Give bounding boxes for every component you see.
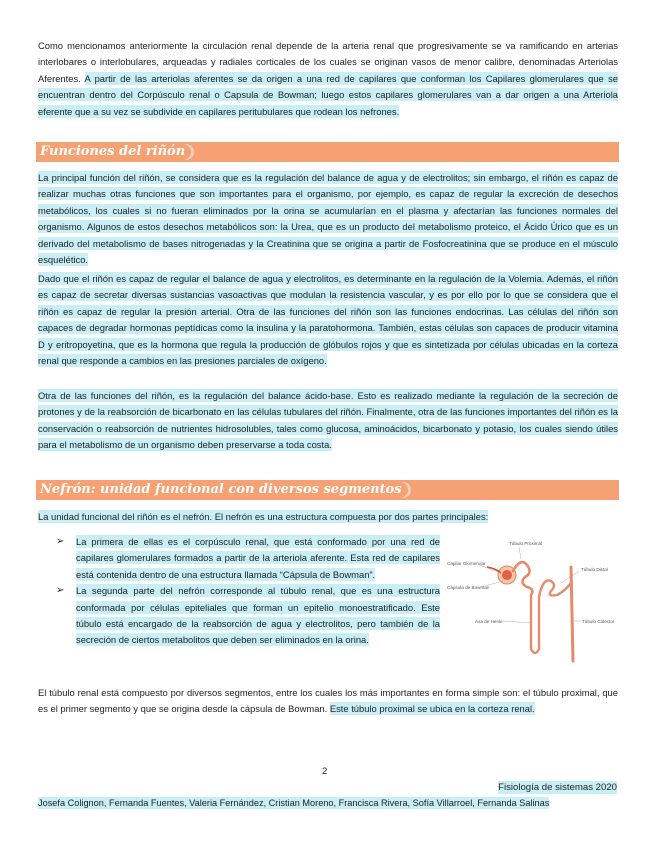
nephron-closing-text: El túbulo renal está compuesto por diversos segmentos, entre los cuales los más importantes en forma simple son: el túbulo proximal, que es el primer segmento y que se origina desde la cápsula de Bowman. [38,687,618,715]
functions-paragraph-3-text: Otra de las funciones del riñón, es la regulación del balance ácido-base. Esto es realizado mediante la regulación de la secreción de protones y de la reabsorción de bicarbonato en las células tubulares del riñón. Finalmente, otra de las funciones importantes del riñón es la conservación o reabsorción de nutrientes hidrosolubles, tales como glucosa, aminoácidos, bicarbonato y potasio, los cuales siendo útiles para el metabolismo de un organismo deben preservarse a toda costa. [38,390,618,451]
label-henle: Asa de Henle [475,619,503,624]
intro-highlight: A partir de las arteriolas aferentes se da origen a una red de capilares que conforman los Capilares glomerulares que se encuentran dentro del Corpúsculo renal o Capsula de Bowman; luego estos capilares glomerulares van a dar origen a una Arteriola eferente que a su vez se subdivide en capilares peritubulares que rodean los nefrones. [38,72,618,117]
functions-paragraph-1-text: La principal función del riñón, se considera que es la regulación del balance de agua y de electrolitos; sin embargo, el riñón es capaz de realizar muchas otras funciones que son importantes para el organismo, por ejemplo, es capaz de regular la excreción de desechos metabólicos, los cuales si no fueran eliminados por la orina se acumularían en el plasma y afectarían las funciones normales del organismo. Algunos de estos desechos metabólicos son: la Urea, que es un producto del metabolismo proteico, el Ácido Úrico que es un derivado del metabolismo de bases nitrogenadas y la Creatinina que se origina a partir de Fosfocreatinina que se produce en el músculo esquelético. [38,172,618,266]
nephron-closing-highlight: Este túbulo proximal se ubica en la corteza renal. [329,703,535,715]
functions-paragraph-2 [38,271,618,369]
section-title-functions: Funciones del riñón [38,144,191,160]
label-capilar: Capilar Glomerular [447,561,486,566]
label-colector: Túbulo Colector [582,619,615,624]
list-item-text: La segunda parte del nefrón corresponde al túbulo renal, que es una estructura conformada por células epiteliales que forman un epitelio monoestratificado. Este túbulo está encargado de la reabsorción de agua y electrolitos, pero también de la secreción de ciertos metabolitos que deben ser eliminados en la orina. [76,585,440,646]
nephron-closing [38,685,618,718]
label-distal: Túbulo Distal [581,567,608,572]
footer-authors [38,798,618,808]
section-band-functions [36,142,619,162]
list-item [56,534,440,583]
section-band-nephron [36,480,619,500]
functions-paragraph-3 [38,388,618,454]
footer-course [498,782,617,793]
nephron-intro [38,509,618,525]
arrow-bullet-icon: ➢ [56,536,65,547]
page-number: 2 [322,766,328,777]
nephron-parts-list [56,534,440,649]
intro-paragraph [38,38,618,120]
intro-text: Como mencionamos anteriormente la circulación renal depende de la arteria renal que progresivamente se va ramificando en arterias interlobares o interlobulares, arqueadas y radiales corticales de los cuales se originan vasos de menor calibre, denominadas Arteriolas Aferentes. [38,40,618,84]
functions-paragraph-1 [38,170,618,268]
section-title-nephron: Nefrón: unidad funcional con diversos segmentos [38,482,408,498]
footer-course-text: Fisiología de sistemas 2020 [498,782,617,793]
arrow-bullet-icon: ➢ [56,585,65,597]
list-item-text: La primera de ellas es el corpúsculo renal, que está conformado por una red de capilares glomerulares formados a partir de la arteriola aferente. Esta red de capilares está contenida dentro de una estructura llamada “Cápsula de Bowman”. [76,536,440,580]
nephron-diagram [447,537,615,665]
glomerulus-shape [502,570,512,580]
label-proximal: Túbulo Proximal [509,541,543,546]
nephron-intro-text: La unidad funcional del riñón es el nefrón. El nefrón es una estructura compuesta por dos partes principales: [38,511,489,522]
list-item [56,583,440,649]
label-capsula: Cápsula de Bowman [447,585,490,590]
functions-paragraph-2-text: Dado que el riñón es capaz de regular el balance de agua y electrolitos, es determinante en la regulación de la Volemia. Además, el riñón es capaz de secretar diversas sustancias vasoactivas que modulan la resistencia vascular, y es por ello por lo que se considera que el riñón es capaz de regular la presión arterial. Otra de las funciones del riñón son las funciones endocrinas. Las células del riñón son capaces de degradar hormonas peptídicas como la insulina y la paratohormona. También, estas células son capaces de producir vitamina D y eritropoyetina, que es la hormona que regula la producción de glóbulos rojos y que es sintetizada por células ubicadas en la corteza renal que responde a cambios en las presiones parciales de oxígeno. [38,273,618,367]
footer-authors-text: Josefa Colignon, Fernanda Fuentes, Valeria Fernández, Cristian Moreno, Francisca Rivera, Sofía Villarroel, Fernanda Salinas [38,798,550,808]
